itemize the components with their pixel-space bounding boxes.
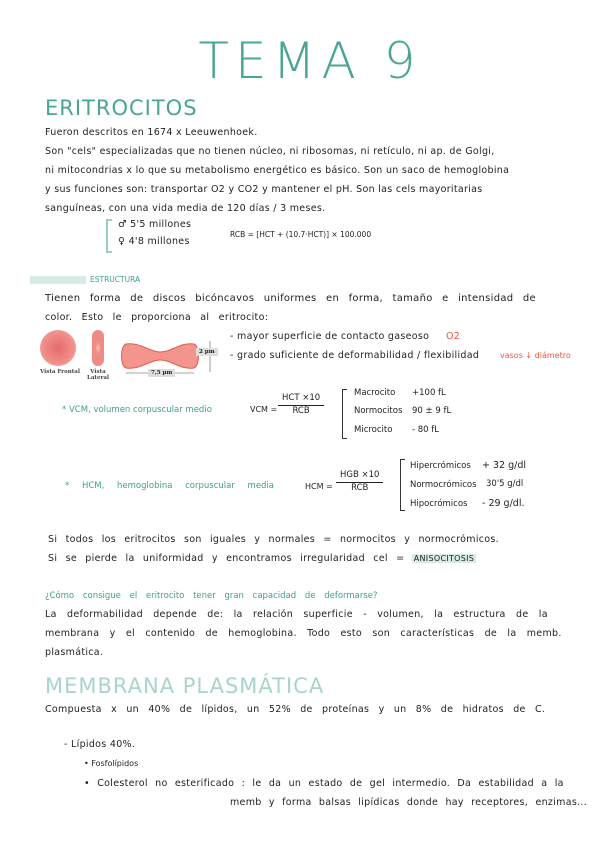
hcm-fraction (336, 470, 383, 493)
row-name: Microcito (354, 425, 393, 435)
denominator: RCB (292, 406, 310, 416)
summary-line: Si todos los eritrocitos son iguales y normales = normocitos y normocrómicos. (48, 534, 499, 545)
anisocitosis-term: ANISOCITOSIS (413, 554, 475, 563)
answer-line: membrana y el contenido de hemoglobina. Todo esto son características de la memb. (45, 628, 562, 639)
female-count: ♀ 4'8 millones (118, 236, 190, 247)
colesterol-continuation: memb y forma balsas lipídicas donde hay receptores, enzimas... (230, 797, 588, 808)
row-value: 90 ± 9 fL (412, 406, 452, 416)
row-value: +100 fL (412, 388, 446, 398)
page-title: TEMA 9 (198, 32, 422, 90)
hcm-lhs: HCM = (305, 482, 333, 491)
bullet-text: - grado suficiente de deformabilidad / flexibilidad (230, 350, 480, 361)
vcm-label: * VCM, volumen corpuscular medio (62, 405, 212, 415)
text-line: ni mitocondrias x lo que su metabolismo energético es básico. Son un saco de hemoglobina (45, 165, 510, 176)
numerator: HGB ×10 (336, 470, 383, 483)
summary-line-container (48, 553, 476, 564)
text-line: sanguíneas, con una vida media de 120 días / 3 meses. (45, 203, 326, 214)
hcm-label: * HCM, hemoglobina corpuscular media (65, 481, 275, 491)
bracket (106, 219, 112, 253)
vcm-fraction (278, 393, 324, 416)
colesterol-item: • Colesterol no esterificado : le da un estado de gel intermedio. Da estabilidad a la (84, 778, 564, 789)
text-line: Tienen forma de discos bicóncavos uniformes en forma, tamaño e intensidad de (45, 293, 536, 304)
erythrocyte-lateral-image (92, 330, 104, 366)
row-name: Hipocrómicos (410, 499, 468, 509)
lipidos-item: - Lípidos 40%. (64, 739, 136, 750)
text-line: y sus funciones son: transportar O2 y CO2 y mantener el pH. Son las cels mayoritarias (45, 184, 483, 195)
vcm-lhs: VCM = (250, 405, 278, 414)
width-label: 7,5 µm (148, 369, 175, 377)
heading-estructura: ESTRUCTURA (90, 275, 141, 284)
text-line: Son "cels" especializadas que no tienen núcleo, ni ribosomas, ni retículo, ni ap. de Golgi, (45, 146, 495, 157)
row-name: Normocitos (354, 406, 403, 416)
heading-eritrocitos: ERITROCITOS (45, 96, 198, 120)
male-count: ♂ 5'5 millones (118, 219, 192, 230)
answer-line: plasmática. (45, 647, 104, 658)
row-name: Normocrómicos (410, 480, 477, 490)
bullet-text: - mayor superficie de contacto gaseoso (230, 331, 430, 342)
summary-line: Si se pierde la uniformidad y encontramos irregularidad cel = (48, 553, 405, 564)
denominator: RCB (351, 483, 369, 493)
height-label: 2 µm (196, 348, 218, 356)
rcb-formula: RCB = [HCT + (10.7·HCT)] × 100.000 (230, 230, 372, 239)
row-value: - 29 g/dl. (482, 498, 525, 509)
bullet-note: O2 (446, 331, 461, 342)
row-name: Hipercrómicos (410, 461, 471, 471)
brace (400, 459, 405, 511)
text-line: color. Esto le proporciona al eritrocito: (45, 312, 269, 323)
composition-line: Compuesta x un 40% de lípidos, un 52% de proteínas y un 8% de hidratos de C. (45, 704, 546, 715)
row-value: - 80 fL (412, 425, 440, 435)
numerator: HCT ×10 (278, 393, 324, 406)
bullet-note: vasos ↓ diámetro (500, 351, 571, 360)
text-line: Fueron descritos en 1674 x Leeuwenhoek. (45, 127, 258, 138)
answer-line: La deformabilidad depende de: la relación superficie - volumen, la estructura de la (45, 609, 548, 620)
erythrocyte-frontal-image (40, 330, 76, 366)
heading-membrana: MEMBRANA PLASMÁTICA (45, 674, 325, 698)
row-value: + 32 g/dl (482, 460, 526, 471)
fosfolipidos-item: • Fosfolípidos (84, 759, 139, 768)
caption-lateral: Vista Lateral (86, 369, 110, 381)
caption-frontal: Vista Frontal (40, 369, 80, 375)
row-value: 30'5 g/dl (486, 479, 524, 489)
question: ¿Cómo consigue el eritrocito tener gran capacidad de deformarse? (45, 591, 378, 601)
highlight-bar (30, 276, 86, 284)
row-name: Macrocito (354, 388, 396, 398)
brace (342, 389, 347, 439)
